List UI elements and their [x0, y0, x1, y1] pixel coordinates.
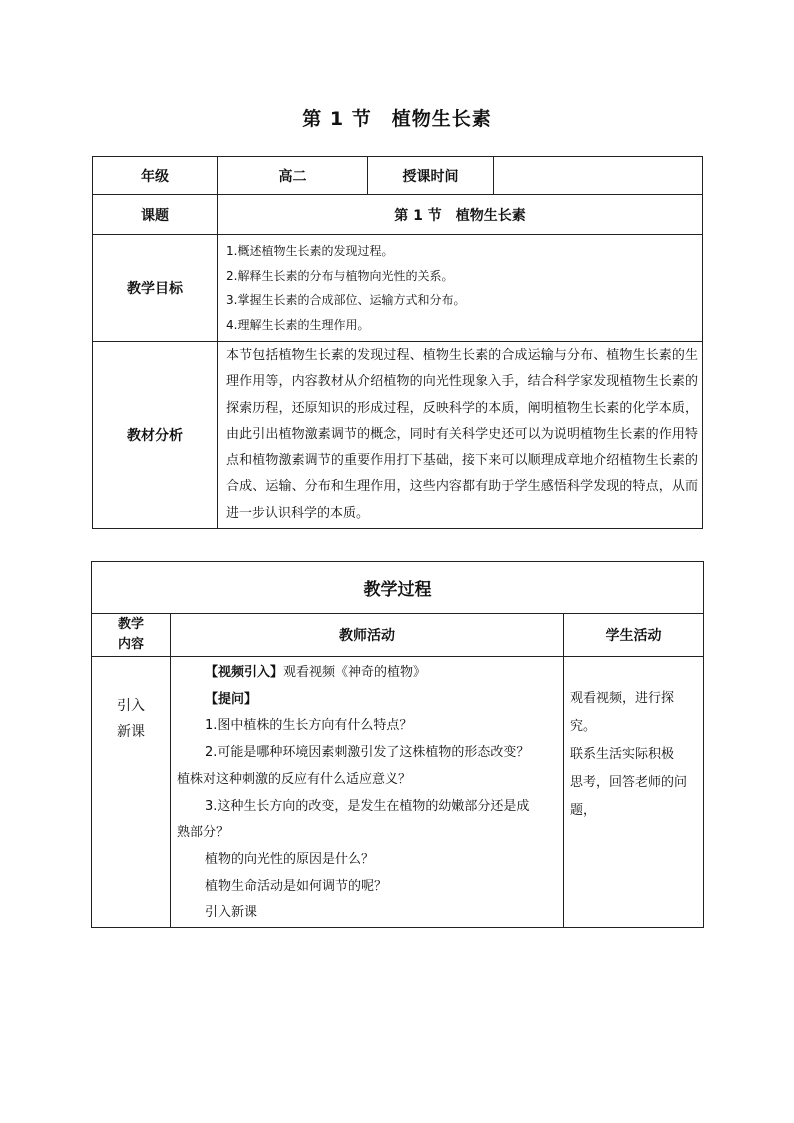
teaching-process-table: [91, 561, 704, 928]
row-label-line: 新课: [117, 724, 145, 740]
video-intro-tag: 【视频引入】: [205, 665, 284, 680]
col-header-teacher: 教师活动: [171, 614, 564, 657]
goals-list: [218, 235, 703, 342]
class-time-value: [494, 157, 703, 195]
question-2: 2.可能是哪种环境因素刺激引发了这株植物的形态改变？: [205, 745, 530, 761]
goal-item: 3.掌握生长素的合成部位、运输方式和分布。: [226, 293, 466, 307]
question-tag: 【提问】: [205, 691, 258, 707]
class-time-label: 授课时间: [368, 157, 494, 195]
row-label-line: 引入: [117, 698, 145, 714]
question-2-continued: 植株对这种刺激的反应有什么适应意义？: [177, 771, 412, 787]
topic-value: 第 1 节 植物生长素: [218, 195, 703, 235]
lesson-info-table: [92, 156, 703, 529]
question-3: 3.这种生长方向的改变，是发生在植物的幼嫩部分还是成: [205, 798, 530, 814]
analysis-text: 本节包括植物生长素的发现过程、植物生长素的合成运输与分布、植物生长素的生理作用等，内容教材从介绍植物的向光性现象入手，结合科学家发现植物生长素的探索历程，还原知识的形成过程，反映科学的本质，阐明植物生长素的化学本质，由此引出植物激素调节的概念，同时有关科学史还可以为说明植物生长素的作用特点和植物激素调节的重要作用打下基础，接下来可以顺理成章地介绍植物生长素的合成、运输、分布和生理作用，这些内容都有助于学生感悟科学发现的特点，从而进一步认识科学的本质。: [218, 342, 703, 529]
process-title: 教学过程: [92, 562, 704, 614]
grade-label: 年级: [93, 157, 218, 195]
grade-value: 高二: [218, 157, 368, 195]
goal-item: 4.理解生长素的生理作用。: [226, 317, 370, 332]
goal-item: 2.解释生长素的分布与植物向光性的关系。: [226, 268, 454, 283]
page-title: 第 1 节 植物生长素: [302, 108, 492, 130]
row-label-intro: [92, 657, 171, 928]
question-1: 1.图中植株的生长方向有什么特点？: [205, 718, 413, 734]
goals-label: 教学目标: [93, 235, 218, 342]
student-activity-line: 题，: [570, 803, 597, 818]
student-activity: [564, 657, 704, 928]
col-header-content-line: 内容: [117, 637, 144, 652]
question-5: 植物生命活动是如何调节的呢？: [205, 878, 388, 894]
intro-new-lesson: 引入新课: [205, 905, 258, 921]
col-header-content-line: 教学: [117, 617, 144, 632]
student-activity-line: 联系生活实际积极: [570, 747, 675, 762]
student-activity-line: 观看视频，进行探究。: [570, 691, 675, 734]
question-4: 植物的向光性的原因是什么？: [205, 851, 375, 867]
col-header-student: 学生活动: [564, 614, 704, 657]
video-intro-line: [171, 660, 557, 687]
goal-item: 1.概述植物生长素的发现过程。: [226, 244, 394, 258]
analysis-label: 教材分析: [93, 342, 218, 529]
teacher-activity: [171, 657, 564, 928]
col-header-content: [92, 614, 171, 657]
topic-label: 课题: [93, 195, 218, 235]
question-3-continued: 熟部分？: [177, 825, 230, 841]
student-activity-line: 思考，回答老师的问: [570, 775, 688, 790]
video-intro-text: 观看视频《神奇的植物》: [283, 665, 427, 680]
